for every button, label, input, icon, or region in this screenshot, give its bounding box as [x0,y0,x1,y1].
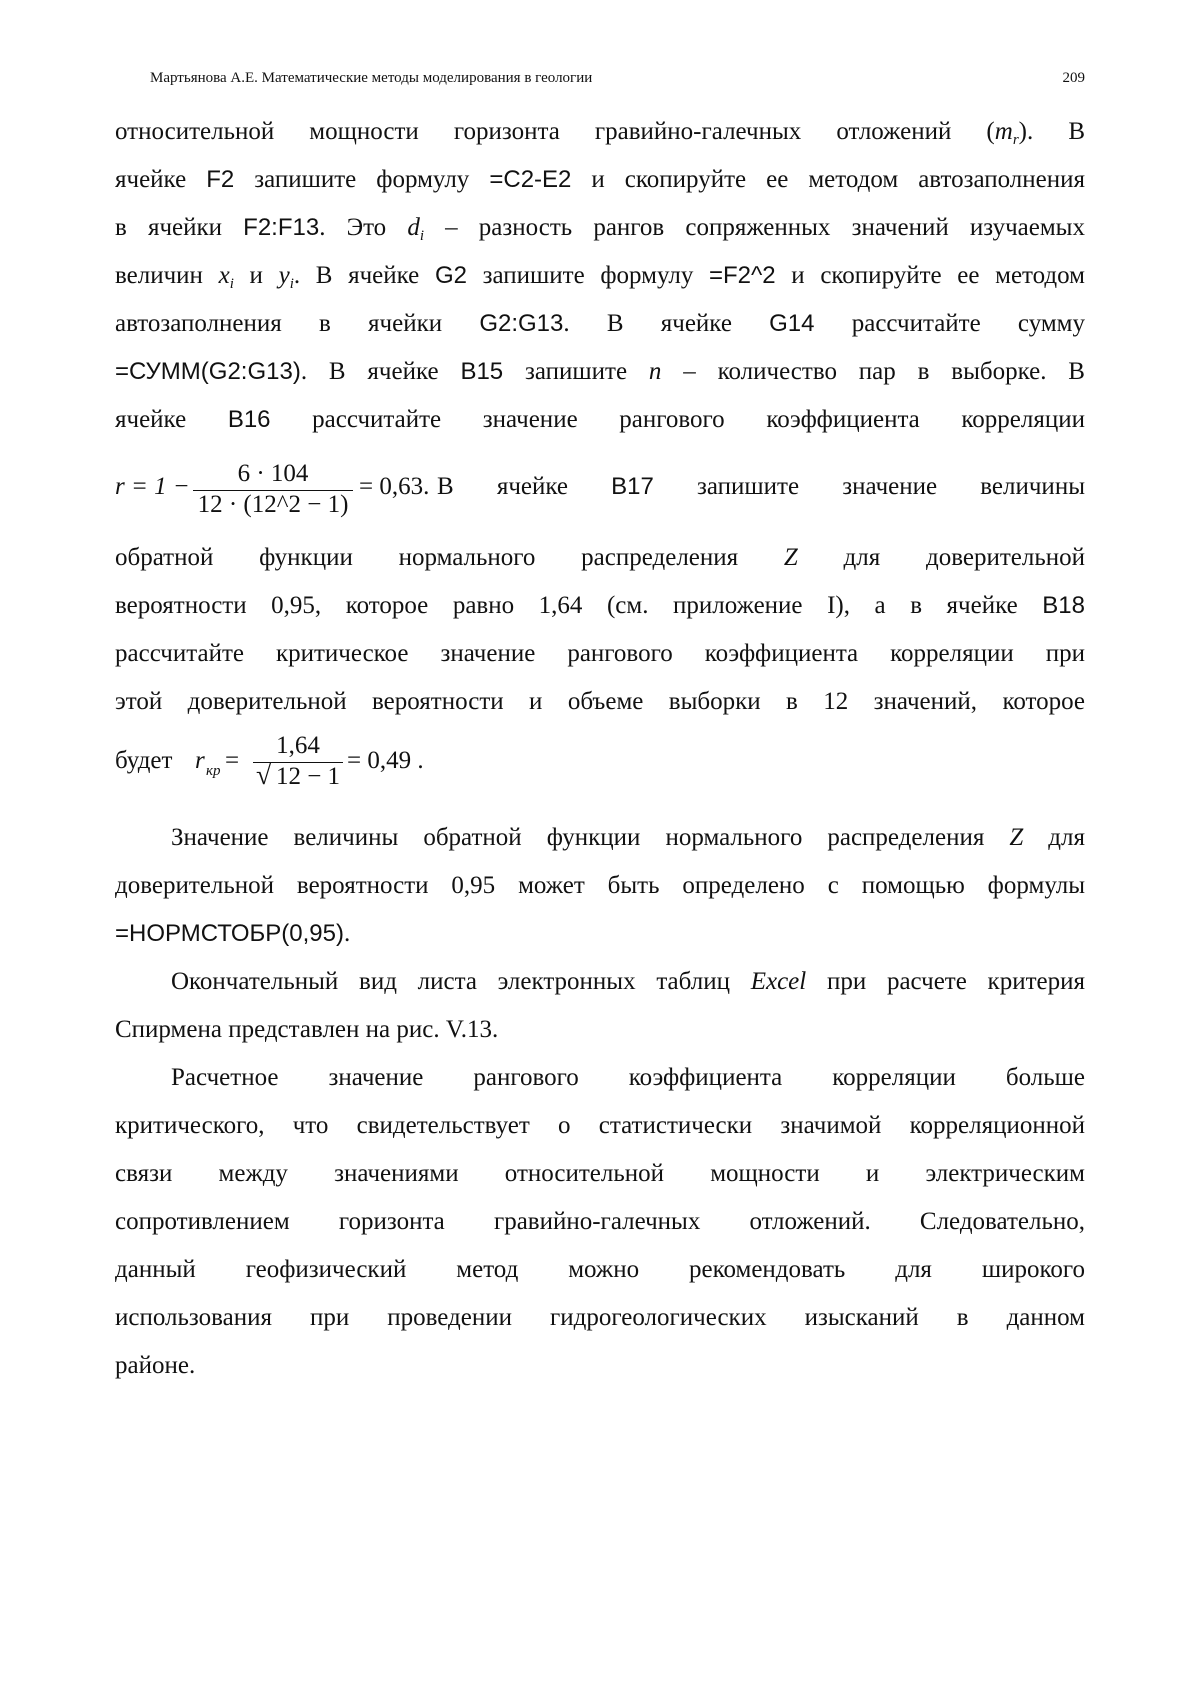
text-line: обратной функции нормального распределения Z для доверительной [115,544,1085,571]
cell-ref: B16 [227,406,271,433]
formula: =СУММ(G2:G13) [115,358,301,385]
formula: =F2^2 [709,262,776,289]
formula-line [115,452,1085,522]
page-header [150,70,1085,92]
text-line: ячейке F2 запишите формулу =C2-E2 и скопируйте ее методом автозаполнения [115,166,1085,193]
text-line: автозаполнения в ячейки G2:G13. В ячейке G14 рассчитайте сумму [115,310,1086,337]
running-title: Мартьянова А.Е. Математические методы моделирования в геологии [150,70,593,86]
cell-ref: F2 [206,166,235,193]
fraction: 1,64 √ 12 − 1 [253,732,343,793]
text-line: рассчитайте критическое значение рангового коэффициента корреляции при [115,640,1085,667]
sqrt-symbol: √ 12 − 1 [255,760,341,791]
text-line: вероятности 0,95, которое равно 1,64 (см. приложение I), а в ячейке B18 [115,592,1085,619]
cell-range: F2:F13 [243,214,320,241]
cell-ref: B17 [611,473,654,500]
text-line: критического, что свидетельствует о статистически значимой корреляционной [115,1112,1085,1139]
fraction: 6 · 104 12 · (12^2 − 1) [193,460,353,521]
formula-line: будет r кр = 1,64 √ 12 − 1 = 0,49 . [115,726,1085,796]
text-line: величин $x_i$ и $y_i$. В ячейке G2 запишите формулу =F2^2 и скопируйте ее методом [115,262,1085,292]
cell-ref: G14 [769,310,815,337]
text-line: в ячейки F2:F13. Это $d_i$ – разность рангов сопряженных значений изучаемых [115,214,1085,244]
formula: =C2-E2 [489,166,572,193]
cell-ref: B15 [460,358,504,385]
text-line: использования при проведении гидрогеологических изысканий в данном [115,1304,1085,1331]
text-line: Расчетное значение рангового коэффициента корреляции больше [171,1064,1085,1091]
critical-value-formula: r кр = 1,64 √ 12 − 1 = 0,49 . [195,732,424,791]
text-line: сопротивлением горизонта гравийно-галечных отложений. Следовательно, [115,1208,1085,1235]
text-line: районе. [115,1352,196,1379]
text-line: Значение величины обратной функции нормального распределения Z для [171,824,1085,851]
text-line: связи между значениями относительной мощности и электрическим [115,1160,1085,1187]
text-line: этой доверительной вероятности и объеме выборки в 12 значений, которое [115,688,1085,715]
page-number: 209 [1062,70,1085,86]
text-line: относительной мощности горизонта гравийно-галечных отложений $(m_r)$. В [115,118,1086,148]
text-line: данный геофизический метод можно рекомендовать для широкого [115,1256,1085,1283]
cell-range: G2:G13 [479,310,564,337]
text-line: Спирмена представлен на рис. V.13. [115,1016,499,1043]
text-line: В ячейке B17 запишите значение величины [437,473,1085,500]
page-body [115,108,1085,1390]
text-line: =НОРМСТОБР(0,95). [115,920,351,947]
text-line: ячейке B16 рассчитайте значение рангового коэффициента корреляции [115,406,1086,433]
text-line: =СУММ(G2:G13). В ячейке B15 запишите n – количество пар в выборке. В [115,358,1085,385]
text-line: Окончательный вид листа электронных таблиц Excel при расчете критерия [171,968,1085,995]
cell-ref: B18 [1042,592,1085,619]
formula: =НОРМСТОБР(0,95) [115,920,344,947]
rank-correlation-formula: r = 1 − 6 · 104 12 · (12^2 − 1) = 0,63. [115,452,435,522]
cell-ref: G2 [434,262,467,289]
text-line: доверительной вероятности 0,95 может быть определено с помощью формулы [115,872,1085,899]
